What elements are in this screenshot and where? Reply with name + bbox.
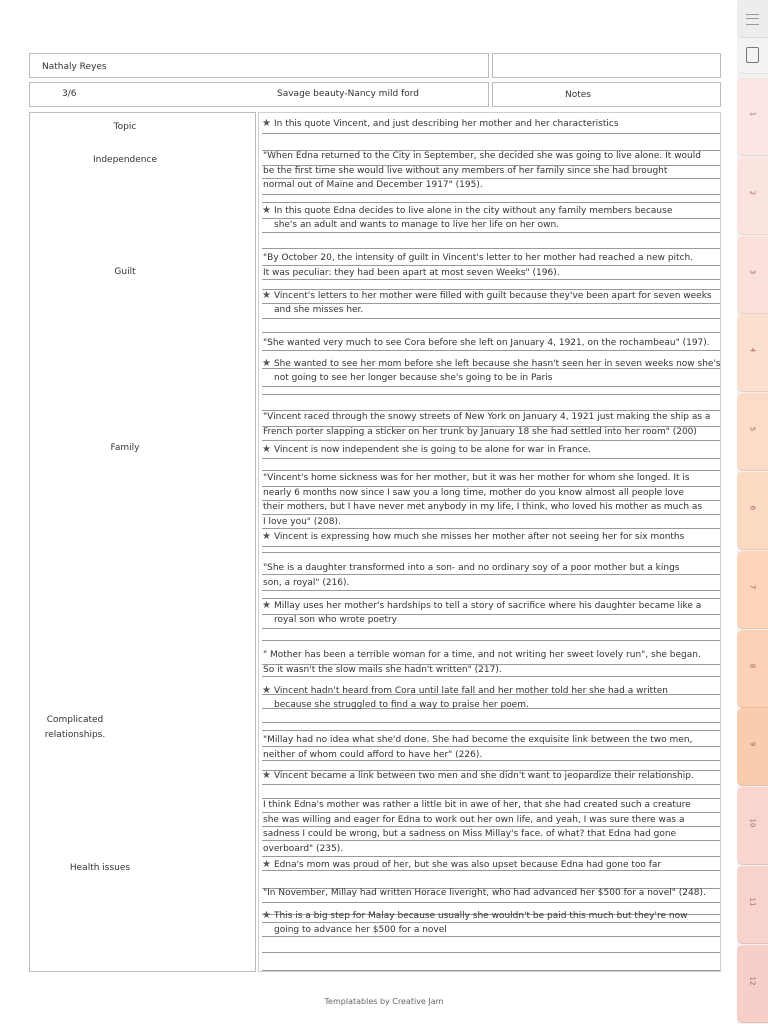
footer-credit: Templatables by Creative Jam [324,997,444,1006]
note-text: Edna's mom was proud of her, but she was also upset because Edna had gone too far [273,860,662,870]
ruled-line [262,784,720,785]
name-box [29,53,489,78]
notebook-tab[interactable] [737,38,768,74]
topic-complicated-1: Complicated [46,715,104,725]
section-tab[interactable] [737,236,768,314]
topic-independence: Independence [92,155,157,165]
topic-complicated-2: relationships. [44,730,106,740]
note-text: Vincent is expressing how much she misses her mother after not seeing her for six months [273,532,685,542]
tab-number: 11 [748,897,757,907]
tab-number: 12 [748,976,757,986]
section-tab[interactable] [737,787,768,865]
quote-line: normal out of Maine and December 1917" (195). [263,180,483,190]
note-text: In this quote Vincent, and just describing her mother and her characteristics [273,119,619,129]
tab-number: 6 [748,505,757,511]
ruled-line [262,640,720,641]
tab-number: 2 [748,190,757,196]
book-title: Savage beauty-Nancy mild ford [277,89,419,99]
ruled-line [262,552,720,553]
section-tab[interactable] [737,314,768,392]
notes-label: Notes [565,90,591,100]
notes-header-box [492,82,721,107]
note-line [274,923,447,938]
ruled-line [262,133,720,134]
section-tab[interactable] [737,78,768,156]
note-line [274,303,363,318]
ruled-line [262,902,720,903]
star-icon: ★ [262,358,271,369]
star-icon: ★ [262,770,271,781]
topic-health: Health issues [69,863,131,873]
quote-line: their mothers, but I have never met anybody in my life, I think, who loved his mother as much as [263,502,703,512]
quote-line: sadness I could be wrong, but a sadness on Miss Millay's face. of what? that Edna had gone [263,829,677,839]
tab-number: 4 [748,348,757,353]
note-text: not going to see her longer because she's going to be in Paris [274,372,553,383]
tab-number: 3 [748,269,757,274]
note-line [262,768,694,784]
topic-column [29,112,256,972]
tab-number: 5 [748,426,757,432]
star-icon: ★ [262,531,271,542]
ruled-line [262,386,720,387]
tab-number: 7 [748,584,757,590]
ruled-line [262,248,720,249]
tab-number: 1 [748,111,757,117]
ruled-line [262,546,720,547]
topic-header: Topic [113,122,137,132]
topic-guilt: Guilt [114,267,136,277]
quote-line: she was willing and eager for Edna to work out her own life, and yeah, I was sure there was a [263,814,685,825]
quote-line: neither of whom could afford to have her" (226). [263,749,483,760]
note-line [274,371,552,386]
quote-line: "In November, Millay had written Horace liveright, who had advanced her $500 for a novel" (248). [263,888,706,898]
quote-line: "By October 20, the intensity of guilt in Vincent's letter to her mother had reached a new pitch. [263,253,694,263]
ruled-line [262,970,720,971]
ruled-line [262,722,720,723]
ruled-line [262,318,720,319]
ruled-line [262,440,720,441]
ruled-line [262,730,720,731]
quote-line: "Vincent's home sickness was for her mother, but it was her mother for whom she longed. It is [263,473,690,483]
note-line [274,218,559,233]
note-text: and she misses her. [274,304,364,315]
quote-line: nearly 6 months now since I saw you a long time, mother do you know almost all people love [263,487,684,498]
menu-tab[interactable] [737,0,768,38]
note-text: Vincent became a link between two men and she didn't want to jeopardize their relationship. [273,771,694,781]
topic-family: Family [110,443,140,453]
ruled-line [262,952,720,953]
quote-line: "When Edna returned to the City in September, she decided she was going to live alone. It would [263,151,701,161]
star-icon: ★ [262,205,271,216]
quote-line: "She wanted very much to see Cora before she left on January 4, 1921, on the rochambeau" (197). [263,338,710,348]
ruled-line [262,332,720,333]
star-icon: ★ [262,444,271,455]
section-tab[interactable] [737,157,768,235]
student-name: Nathaly Reyes [42,62,107,72]
quote-line: It was peculiar: they had been apart at most seven Weeks" (196). [263,267,560,278]
quote-line: I think Edna's mother was rather a little bit in awe of her, that she had created such a creature [263,800,691,810]
ruled-line [262,628,720,629]
menu-icon [746,14,759,25]
tab-number: 9 [748,742,757,747]
note-text: royal son who wrote poetry [274,614,398,625]
star-icon: ★ [262,118,271,129]
note-line [274,613,397,628]
quote-line: "Millay had no idea what she'd done. She had become the exquisite link between the two men, [263,735,693,745]
note-line [262,529,684,545]
note-line [274,698,529,713]
notebook-icon [746,47,759,63]
ruled-line [262,458,720,459]
quote-line: I love you" (208). [263,516,341,527]
ruled-line [262,394,720,395]
section-tab[interactable] [737,945,768,1023]
note-line [262,442,591,458]
quote-line: French porter slapping a sticker on her trunk by January 18 she had settled into her room" (200) [263,426,697,437]
quote-line: " Mother has been a terrible woman for a time, and not writing her sweet lovely run", she began. [263,650,701,660]
section-tab[interactable] [737,630,768,708]
tab-number: 8 [748,663,757,668]
note-text: In this quote Edna decides to live alone in the city without any family members because [273,206,673,216]
date-book-box [29,82,489,107]
quote-line: overboard" (235). [263,843,344,854]
quote-line: So it wasn't the slow mails she hadn't written" (217). [263,664,502,675]
note-line [262,116,619,132]
note-text: she's an adult and wants to manage to live her life on her own. [274,219,560,230]
star-icon: ★ [262,290,271,301]
star-icon: ★ [262,600,271,611]
section-tab[interactable] [737,472,768,550]
note-text: Millay uses her mother's hardships to tell a story of sacrifice where his daughter became like a [273,601,702,611]
note-line [262,857,661,873]
star-icon: ★ [262,685,271,696]
note-text: This is a big step for Malay because usually she wouldn't be paid this much but they're now [273,911,688,921]
note-text: going to advance her $500 for a novel [274,924,447,935]
section-tab[interactable] [737,708,768,786]
note-text: Vincent's letters to her mother were filled with guilt because they've been apart for seven weeks [273,291,712,301]
note-text: Vincent hadn't heard from Cora until late fall and her mother told her she had a written [273,686,668,696]
quote-line: son, a royal" (216). [263,577,350,588]
date: 3/6 [62,89,77,99]
section-tab[interactable] [737,866,768,944]
tab-number: 10 [748,818,757,828]
header-right-box [492,53,721,78]
menu-icon-middle [746,18,759,19]
section-tab[interactable] [737,551,768,629]
note-text: She wanted to see her mom before she left because she hasn't seen her in seven weeks now she's [273,359,721,369]
section-tab[interactable] [737,393,768,471]
note-text: Vincent is now independent she is going to be alone for war in France. [273,445,591,455]
ruled-line [262,194,720,195]
note-text: because she struggled to find a way to praise her poem. [274,699,529,710]
star-icon: ★ [262,859,271,870]
quote-line: "Vincent raced through the snowy streets of New York on January 4, 1921 just making the ship as a [263,412,711,422]
quote-line: be the first time she would live without any members of her family since she had brought [263,165,668,176]
quote-line: "She is a daughter transformed into a son- and no ordinary soy of a poor mother but a kings [263,563,680,573]
star-icon: ★ [262,910,271,921]
